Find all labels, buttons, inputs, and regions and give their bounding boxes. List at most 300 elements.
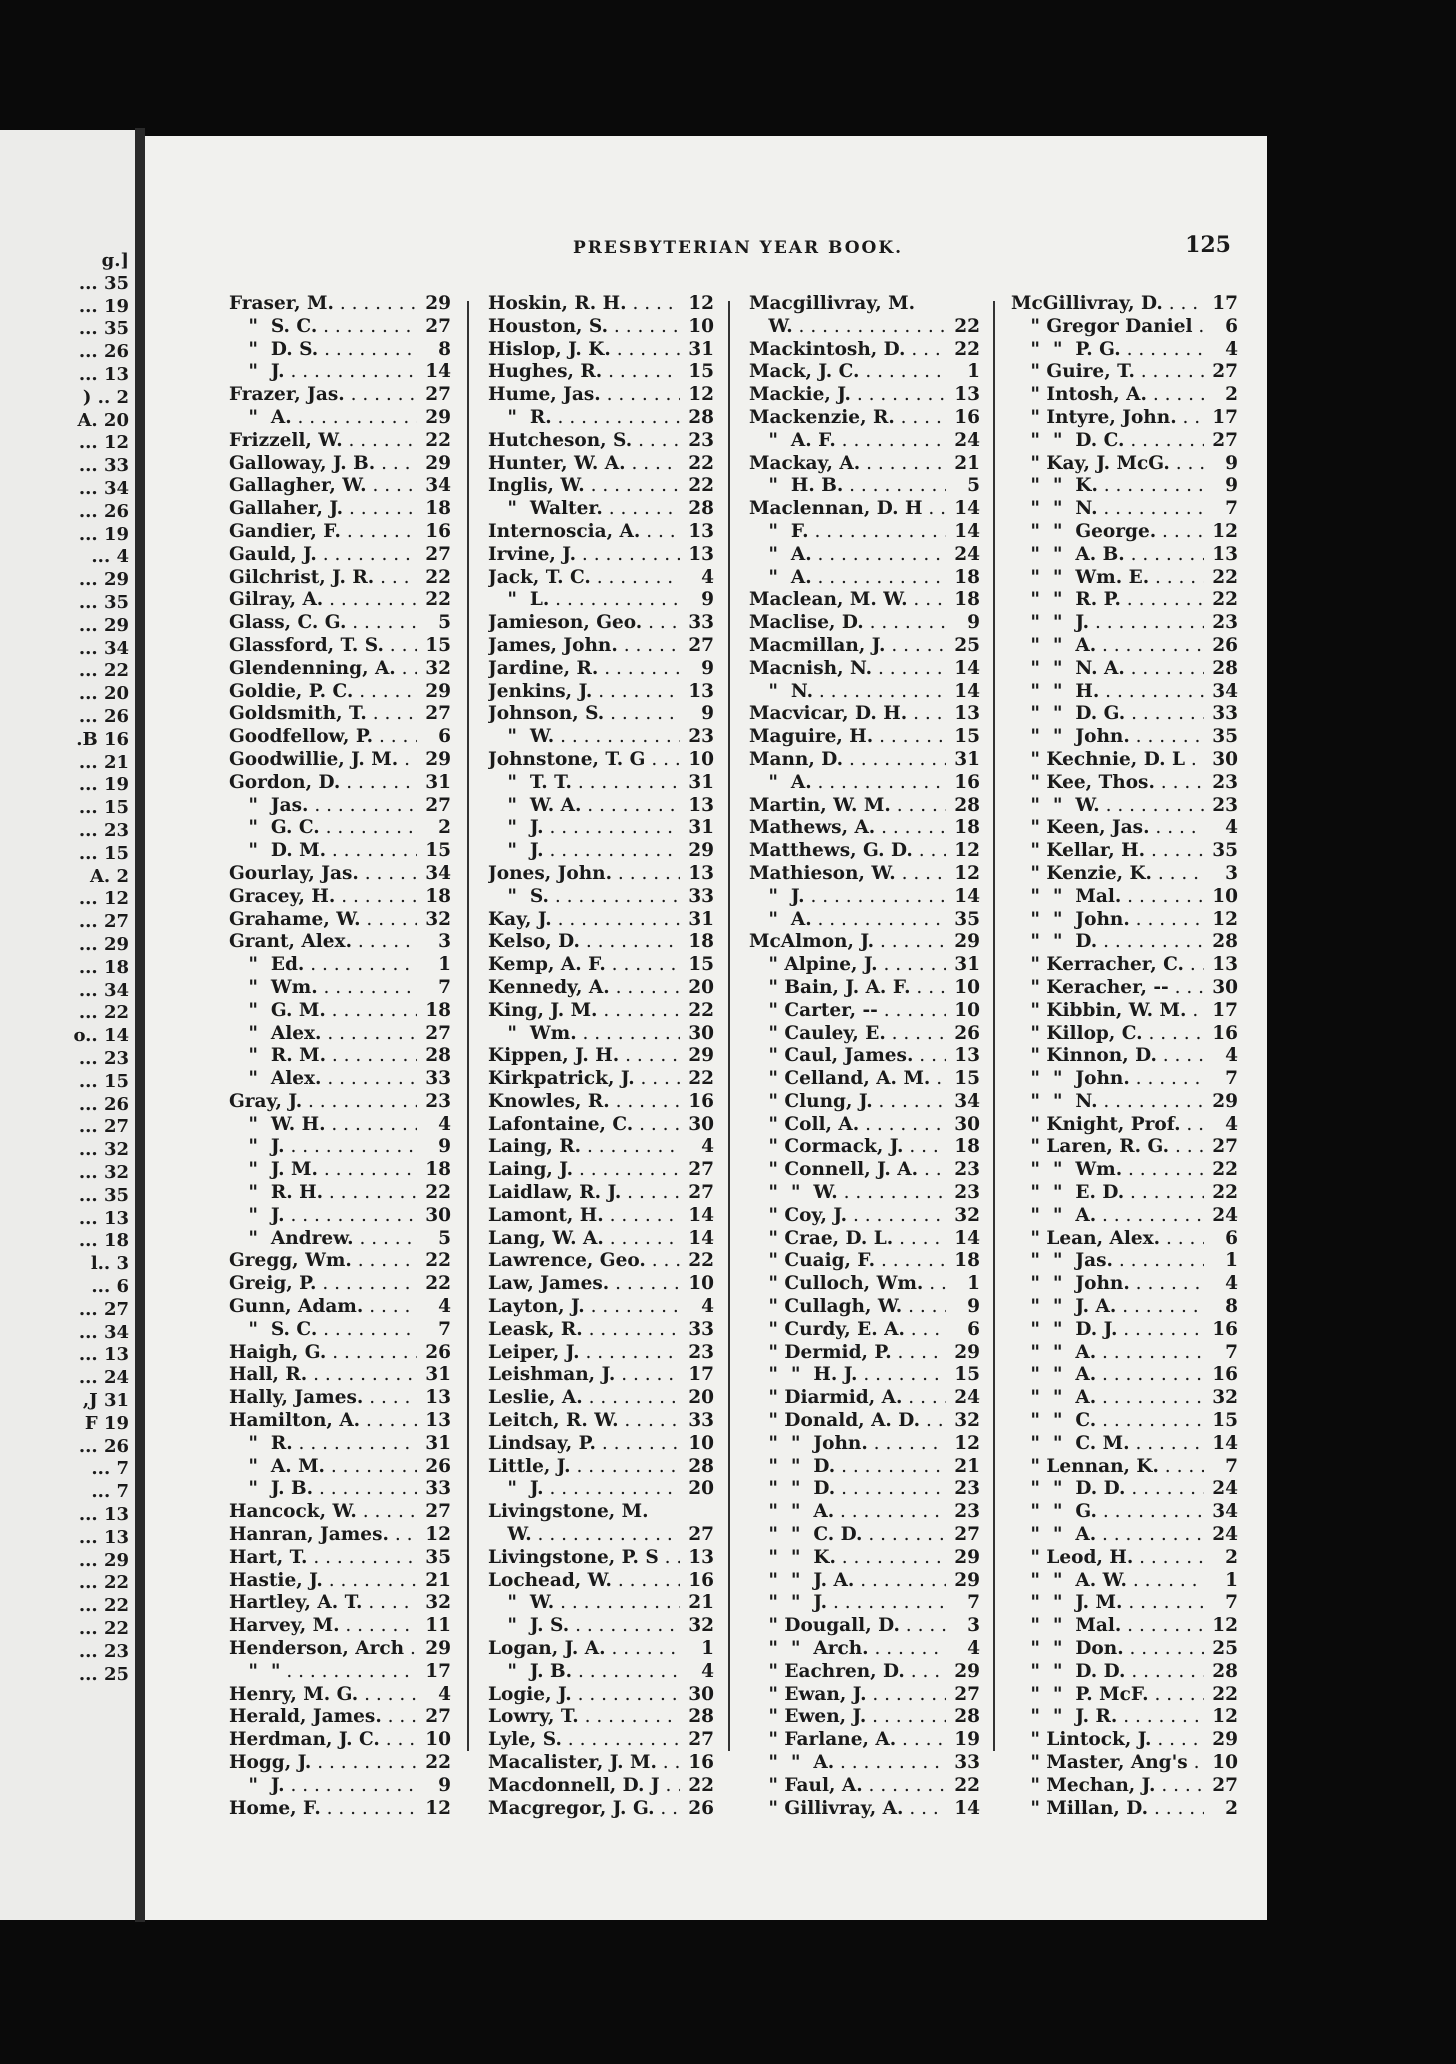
entry-page [946,293,980,316]
entry-name: " Faul, A. . . . [749,1775,946,1798]
entry-name: " J. . . . [488,840,680,863]
entry-page: 27 [425,1022,451,1044]
entry-name: " Alex. . . . [229,1068,417,1091]
entry-page: 26 [954,1022,980,1044]
left-page-stub: ... 35 [78,592,129,613]
index-entry [488,1182,714,1205]
entry-name: Macdonnell, D. J . . . [488,1775,680,1798]
entry-name: " Wm. . . . [488,1023,680,1046]
index-entry [749,1273,980,1296]
entry-name: " Kinnon, D. . . . [1011,1045,1204,1068]
index-entry [229,1752,451,1775]
entry-page: 25 [954,634,980,656]
index-entry [488,635,714,658]
index-entry [1011,544,1238,567]
index-entry [1011,1273,1238,1296]
entry-page: 31 [425,1432,451,1454]
left-page-stub: ... 33 [78,455,129,477]
entry-name: Leiper, J. . . . [488,1342,680,1365]
entry-name: " Cauley, E. . . . [749,1023,946,1046]
entry-page: 7 [1225,1341,1238,1363]
index-entry [749,407,980,430]
index-entry [1011,1387,1238,1410]
entry-name: " " K. . . . [1011,475,1204,498]
entry-name: Gandier, F. . . . [229,521,417,544]
index-entry [749,1638,980,1661]
left-page-stub: ... 19 [78,523,129,545]
index-entry [749,817,980,840]
index-column-2 [488,293,714,1820]
entry-page: 22 [954,338,980,360]
entry-page: 27 [688,1182,714,1204]
index-entry [1011,817,1238,840]
entry-name: James, John. . . . [488,635,680,658]
entry-page: 10 [1212,1752,1238,1773]
entry-page: 32 [425,1592,451,1614]
entry-page: 25 [1212,1638,1238,1660]
left-page-stub: o.. 14 [73,1025,129,1047]
entry-name: Layton, J. . . . [488,1296,680,1319]
entry-name: " T. T. . . . [488,772,680,795]
entry-page: 34 [1212,1501,1238,1523]
entry-page: 13 [688,680,714,702]
entry-page: 17 [688,1364,714,1386]
entry-page: 30 [688,1683,714,1705]
index-entry [488,795,714,818]
entry-page: 22 [688,1774,714,1796]
entry-page: 34 [425,475,451,497]
entry-page: 33 [688,1318,714,1340]
entry-name: Goodwillie, J. M. . . . [229,749,417,772]
index-entry [488,726,714,749]
index-entry [488,1228,714,1251]
index-entry [1011,567,1238,590]
entry-page: 12 [425,1797,451,1819]
index-entry [1011,1433,1238,1456]
entry-page: 28 [688,498,714,520]
index-entry [749,1592,980,1615]
entry-page: 14 [1212,1432,1238,1454]
entry-page: 24 [1212,1478,1238,1500]
entry-page: 23 [688,429,714,451]
entry-name: Kemp, A. F. . . . [488,954,680,977]
index-entry [1011,1182,1238,1205]
entry-name: Jenkins, J. . . . [488,681,680,704]
entry-page: 29 [954,1569,980,1591]
entry-name: Matthews, G. D. . . . [749,840,946,863]
entry-page: 22 [425,1752,451,1773]
entry-page: 8 [438,338,451,360]
index-entry [229,453,451,476]
index-entry [488,1273,714,1296]
entry-page: 1 [438,954,451,976]
index-entry [1011,1775,1238,1798]
entry-page: 14 [954,885,980,907]
index-entry [749,658,980,681]
entry-page: 26 [425,1455,451,1477]
entry-page: 10 [688,315,714,337]
entry-page: 16 [688,1752,714,1773]
entry-name: " G. C. . . . [229,817,417,840]
index-entry [229,1228,451,1251]
left-page-stub: ... 34 [78,478,129,499]
left-page-stub: ... 34 [78,1321,129,1343]
index-entry [749,361,980,384]
entry-name: Jones, John. . . . [488,863,680,886]
left-page-stub: ... 18 [78,956,129,978]
entry-name: " " H. . . . [1011,681,1204,704]
entry-page: 22 [425,566,451,588]
entry-name: " " A. . . . [1011,1524,1204,1547]
index-column-4 [1011,293,1238,1820]
entry-name: Mathews, A. . . . [749,817,946,840]
index-entry [488,1729,714,1752]
index-entry [1011,1159,1238,1182]
entry-page: 28 [954,794,980,816]
entry-name: Leslie, A. . . . [488,1387,680,1410]
entry-name: " Cormack, J. . . . [749,1136,946,1159]
entry-page: 9 [438,1774,451,1796]
left-page-stub: ... 4 [91,546,129,568]
index-entry [1011,1615,1238,1638]
entry-page: 9 [967,612,980,634]
entry-page: 15 [954,1364,980,1386]
entry-page: 16 [954,771,980,793]
index-entry [1011,840,1238,863]
entry-name: " " D. . . . [749,1456,946,1479]
entry-name: " " A. B. . . . [1011,544,1204,567]
index-entry [229,1136,451,1159]
entry-page: 31 [954,954,980,976]
index-entry [488,1661,714,1684]
index-entry [749,635,980,658]
entry-page: 14 [954,680,980,702]
left-page-stub: ... 23 [78,820,129,841]
entry-page: 18 [954,566,980,588]
entry-name: " Cullagh, W. . . . [749,1296,946,1319]
entry-page: 29 [954,931,980,953]
entry-name: " A. . . . [749,772,946,795]
index-entry [1011,1547,1238,1570]
left-page-stub: ... 29 [78,1549,129,1571]
entry-name: W. . . . [749,316,946,339]
index-entry [749,1798,980,1821]
index-entry [1011,681,1238,704]
entry-page: 33 [688,1410,714,1432]
entry-page: 5 [967,475,980,497]
entry-page: 7 [438,1318,451,1340]
entry-name: " Kechnie, D. L . . . [1011,749,1204,772]
index-entry [1011,453,1238,476]
entry-name: " Farlane, A. . . . [749,1729,946,1752]
entry-page: 29 [954,1660,980,1682]
entry-page: 10 [688,1273,714,1295]
entry-name: " J. . . . [488,1478,680,1501]
index-entry [488,1410,714,1433]
entry-name: " Knight, Prof. . . . [1011,1114,1204,1137]
entry-page: 7 [1225,1592,1238,1614]
index-entry [488,772,714,795]
index-entry [488,407,714,430]
index-entry [229,589,451,612]
index-entry [1011,703,1238,726]
left-page-stub: ... 27 [78,1298,129,1320]
entry-page: 13 [1212,954,1238,976]
index-entry [749,1524,980,1547]
entry-name: " A. F. . . . [749,430,946,453]
index-entry [1011,954,1238,977]
entry-page: 15 [425,634,451,656]
entry-page: 18 [954,1250,980,1272]
entry-page: 22 [1212,1159,1238,1181]
left-page-stub: ... 23 [78,1048,129,1069]
entry-page: 6 [967,1318,980,1340]
left-page-stub: ... 27 [78,1116,129,1138]
entry-page: 14 [954,1227,980,1249]
left-page-stub: ... 26 [78,1435,129,1457]
entry-name: " " John. . . . [1011,726,1204,749]
index-entry [229,635,451,658]
entry-page: 17 [425,1660,451,1682]
entry-page: 17 [1212,406,1238,428]
index-entry [1011,407,1238,430]
entry-name: Hall, R. . . . [229,1364,417,1387]
entry-name: Goodfellow, P. . . . [229,726,417,749]
entry-name: Hally, James. . . . [229,1387,417,1410]
index-entry [488,384,714,407]
entry-page: 27 [425,315,451,337]
left-page-stub: ... 13 [78,1526,129,1548]
entry-page: 32 [954,1410,980,1432]
entry-name: " J. B. . . . [229,1478,417,1501]
entry-page: 28 [688,1455,714,1477]
entry-name: Hanran, James. . . . [229,1524,417,1547]
entry-name: " A. . . . [749,567,946,590]
left-page-stub: ... 22 [78,660,129,682]
index-entry [488,863,714,886]
entry-name: " " Wm. E. . . . [1011,567,1204,590]
entry-page: 32 [1212,1387,1238,1409]
entry-page: 23 [954,1182,980,1204]
index-entry [229,1798,451,1821]
entry-name: " " Wm. . . . [1011,1159,1204,1182]
entry-page: 5 [438,612,451,634]
index-entry [229,475,451,498]
index-entry [1011,909,1238,932]
index-entry [749,726,980,749]
index-entry [488,293,714,316]
entry-page: 22 [1212,566,1238,588]
entry-page: 29 [688,1045,714,1067]
entry-page: 23 [1212,612,1238,634]
entry-page: 30 [1212,748,1238,770]
entry-page: 27 [425,794,451,816]
index-entry [1011,1524,1238,1547]
index-column-3 [749,293,980,1820]
entry-name: " J. . . . [229,1136,417,1159]
index-entry [1011,1319,1238,1342]
entry-name: " Dougall, D. . . . [749,1615,946,1638]
index-entry [488,1775,714,1798]
entry-name: " " P. G. . . . [1011,339,1204,362]
index-entry [229,612,451,635]
index-entry [1011,1456,1238,1479]
entry-name: " Laren, R. G. . . . [1011,1136,1204,1159]
entry-name: " " D. C. . . . [1011,430,1204,453]
index-entry [749,1228,980,1251]
index-entry [488,453,714,476]
entry-name: Glassford, T. S. . . . [229,635,417,658]
entry-page: 27 [688,1159,714,1181]
entry-page: 14 [425,361,451,383]
left-page-stub: ... 13 [78,1344,129,1366]
entry-name: Gourlay, Jas. . . . [229,863,417,886]
entry-page: 23 [954,1501,980,1523]
entry-name: Haigh, G. . . . [229,1342,417,1365]
index-entry [488,1478,714,1501]
entry-name: " G. M. . . . [229,1000,417,1023]
index-entry [488,909,714,932]
entry-name: Herald, James. . . . [229,1706,417,1729]
entry-name: Lang, W. A. . . . [488,1228,680,1251]
entry-page: 18 [954,817,980,839]
entry-name: " S. . . . [488,886,680,909]
index-column-1 [229,293,451,1820]
index-entry [749,1410,980,1433]
entry-page: 28 [1212,657,1238,679]
entry-name: " Guire, T. . . . [1011,361,1204,384]
index-entry [749,1615,980,1638]
entry-name: " " . . . [229,1661,417,1684]
entry-name: Glass, C. G. . . . [229,612,417,635]
entry-page: 9 [701,703,714,725]
entry-name: " Intosh, A. . . . [1011,384,1204,407]
entry-name: Goldsmith, T. . . . [229,703,417,726]
entry-page: 24 [1212,1204,1238,1226]
entry-name: Gracey, H. . . . [229,886,417,909]
entry-page: 29 [954,1546,980,1568]
entry-page: 27 [425,384,451,406]
entry-page: 18 [425,885,451,907]
entry-name: Leitch, R. W. . . . [488,1410,680,1433]
entry-page: 29 [425,293,451,314]
entry-name: Jamieson, Geo. . . . [488,612,680,635]
left-page-stub: ... 29 [78,934,129,955]
index-entry [749,544,980,567]
entry-page: 29 [425,680,451,702]
index-entry [488,1501,714,1524]
index-entry [488,1706,714,1729]
index-entry [1011,384,1238,407]
entry-name: Macgillivray, M. [749,293,916,314]
entry-page: 18 [954,589,980,611]
entry-name: " " K. . . . [749,1547,946,1570]
entry-name: " Connell, J. A. . . . [749,1159,946,1182]
entry-page: 4 [1225,338,1238,360]
index-entry [749,681,980,704]
index-entry [229,1250,451,1273]
left-page-stub: ,J 31 [82,1390,129,1411]
index-entry [1011,1478,1238,1501]
entry-page: 4 [1225,1273,1238,1295]
index-entry [488,1205,714,1228]
index-entry [229,1045,451,1068]
left-page-stub: ... 13 [78,364,129,385]
entry-name: " " C. D. . . . [749,1524,946,1547]
entry-page: 10 [688,748,714,770]
entry-name: " R. H. . . . [229,1182,417,1205]
entry-page: 27 [954,1524,980,1546]
entry-name: " Kee, Thos. . . . [1011,772,1204,795]
entry-page: 33 [688,612,714,634]
entry-name: " Leod, H. . . . [1011,1547,1204,1570]
index-entry [1011,795,1238,818]
entry-page: 22 [954,315,980,337]
entry-page: 15 [954,1068,980,1090]
entry-name: " A. . . . [749,544,946,567]
index-entry [1011,316,1238,339]
index-entry [1011,931,1238,954]
left-page-stub: ... 22 [78,1572,129,1594]
entry-page: 13 [688,794,714,816]
entry-name: " Andrew. . . . [229,1228,417,1251]
entry-name: Hislop, J. K. . . . [488,339,680,362]
index-entry [229,1638,451,1661]
index-entry [1011,1570,1238,1593]
entry-page: 12 [954,840,980,862]
entry-page: 13 [688,1546,714,1568]
entry-name: " " G. . . . [1011,1501,1204,1524]
index-entry [229,1661,451,1684]
index-entry [1011,1228,1238,1251]
entry-page: 15 [954,726,980,748]
entry-page: 16 [688,1090,714,1112]
entry-page: 29 [425,406,451,428]
entry-page: 18 [688,931,714,953]
index-entry [488,498,714,521]
entry-page: 26 [688,1797,714,1819]
index-entry [1011,1068,1238,1091]
entry-page: 33 [1212,703,1238,725]
left-page-stub: ... 15 [78,842,129,864]
entry-name: " A. . . . [229,407,417,430]
entry-page: 2 [438,817,451,839]
index-entry [749,1706,980,1729]
left-page-stub: g.] [101,250,129,271]
entry-name: McGillivray, D. . . . [1011,293,1204,316]
entry-page: 18 [954,1136,980,1158]
index-entry [749,384,980,407]
entry-page: 17 [1212,293,1238,314]
entry-page: 31 [954,748,980,770]
entry-name: " W. H. . . . [229,1114,417,1137]
entry-name: Mann, D. . . . [749,749,946,772]
entry-name: Gunn, Adam. . . . [229,1296,417,1319]
entry-name: King, J. M. . . . [488,1000,680,1023]
index-entry [488,658,714,681]
index-entry [749,1433,980,1456]
entry-name: Law, James. . . . [488,1273,680,1296]
index-entry [1011,635,1238,658]
entry-name: Grant, Alex. . . . [229,931,417,954]
index-entry [1011,1000,1238,1023]
entry-name: " " A. . . . [1011,1205,1204,1228]
entry-name: Kay, J. . . . [488,909,680,932]
index-entry [1011,612,1238,635]
entry-name: " J. . . . [229,1775,417,1798]
entry-name: Hastie, J. . . . [229,1570,417,1593]
entry-page: 32 [425,908,451,930]
